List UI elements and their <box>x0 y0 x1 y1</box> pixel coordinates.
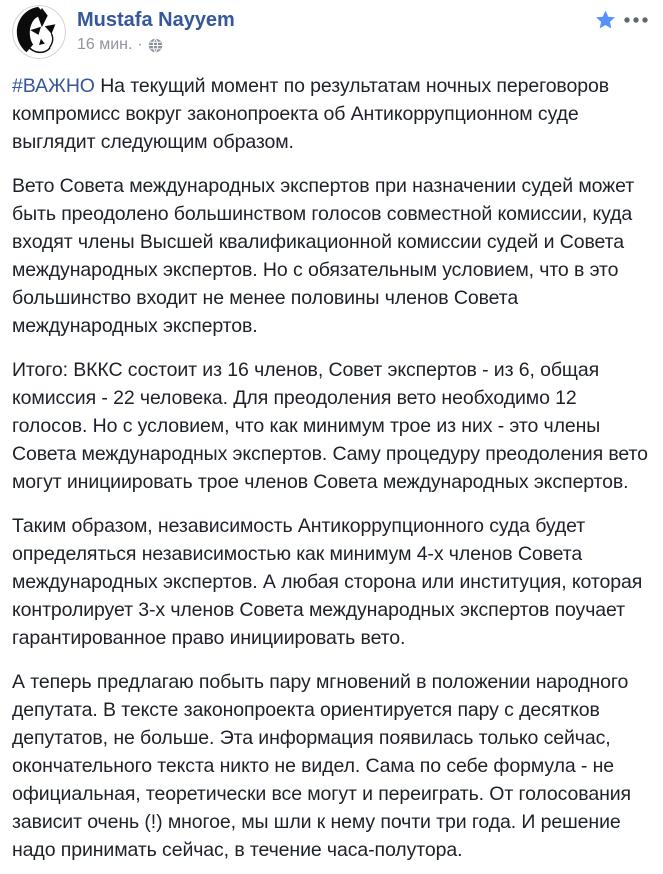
post-paragraph: А теперь предлагаю побыть пару мгновений в положении народного депутата. В тексте законопроекта ориентируется пару с десятков депутатов, не больше. Эта информация появилась только сейчас, окончательного текста никто не видел. Сама по себе формула - не официальная, теоретически все могут и переиграть. От голосования зависит очень (!) многое, мы шли к нему почти три года. И решение надо принимать сейчас, в течение часа-полутора. <box>12 671 631 861</box>
post-paragraph: Вето Совета международных экспертов при назначении судей может быть преодолено большинством голосов совместной комиссии, куда входят члены Высшей квалификационной комиссии судей и Совета международных экспертов. Но с обязательным условием, что в это большинство входит не менее половины членов Совета международных экспертов. <box>12 175 635 337</box>
header-actions <box>595 9 649 30</box>
hashtag-link[interactable]: #ВАЖНО <box>12 75 95 97</box>
globe-icon <box>148 38 163 53</box>
avatar-mask-drawing <box>12 5 66 59</box>
paragraph-text: На текущий момент по результатам ночных переговоров компромисс вокруг законопроекта об Антикоррупционном суде выглядит следующим образом. <box>12 75 609 153</box>
meta-separator: · <box>137 36 143 53</box>
ellipsis-icon[interactable] <box>623 15 649 25</box>
star-icon[interactable] <box>595 9 616 30</box>
header-text <box>77 8 235 54</box>
avatar[interactable] <box>12 5 66 59</box>
post-body <box>0 59 663 874</box>
post-header <box>0 0 663 59</box>
post-paragraph: Таким образом, независимость Антикоррупционного суда будет определяться независимостью как минимум 4-х членов Совета международных экспертов. А любая сторона или институция, которая контролирует 3-х членов Совета международных экспертов поучает гарантированное право инициировать вето. <box>12 515 643 649</box>
post-paragraph: Итого: ВККС состоит из 16 членов, Совет экспертов - из 6, общая комиссия - 22 человека. Для преодоления вето необходимо 12 голосов. Но с условием, что как минимум трое из них - это члены Совета международных экспертов. Саму процедуру преодоления вето могут инициировать трое членов Совета международных экспертов. <box>12 359 648 493</box>
post-meta <box>77 36 235 54</box>
post-paragraph <box>12 72 651 156</box>
timestamp[interactable]: 16 мин. <box>77 36 133 53</box>
author-name-link[interactable]: Mustafa Nayyem <box>77 9 235 31</box>
